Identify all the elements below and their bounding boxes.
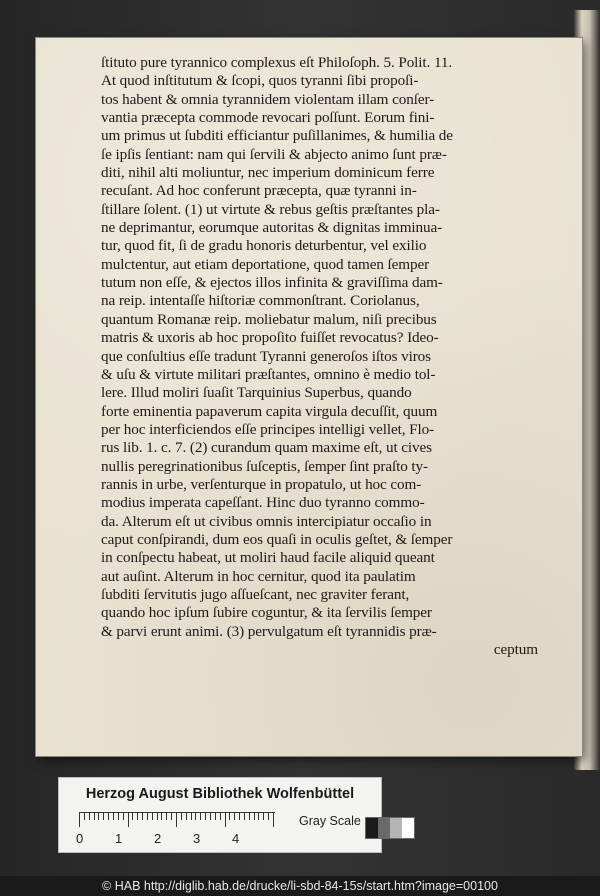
ruler-tick	[273, 813, 274, 827]
ruler-tick	[161, 813, 162, 820]
ruler-tick	[89, 813, 90, 820]
text-line: ſubditi ſervitutis jugo aſſueſcant, nec graviter ferant,	[101, 585, 410, 603]
source-url-link[interactable]: © HAB http://diglib.hab.de/drucke/li-sbd-84-15s/start.htm?image=00100	[102, 879, 498, 893]
ruler-tick	[244, 813, 245, 820]
ruler-tick	[128, 813, 129, 827]
ruler-tick	[195, 813, 196, 820]
ruler-tick	[229, 813, 230, 820]
ruler-tick	[258, 813, 259, 820]
footer-bar	[0, 876, 600, 896]
ruler-tick	[239, 813, 240, 820]
text-line: ne deprimantur, eorumque autoritas & dignitas imminua-	[101, 219, 443, 237]
text-line: vantia præcepta commode revocari poſſunt. Eorum fini-	[101, 109, 435, 127]
ruler-tick	[94, 813, 95, 820]
ruler-tick	[157, 813, 158, 820]
text-line: matris & uxoris ab hoc propoſito fuiſſet revocatus? Ideo-	[101, 329, 439, 347]
ruler-number: 1	[115, 831, 123, 846]
text-line: diti, nihil alti moliuntur, nec imperium dominicum ferre	[101, 164, 435, 182]
text-line: quantum Romanæ reip. moliebatur malum, niſi precibus	[101, 310, 437, 328]
ruler-tick	[254, 813, 255, 820]
ruler-tick	[176, 813, 177, 827]
ruler-tick	[191, 813, 192, 820]
ruler-tick	[249, 813, 250, 820]
text-line: tur, quod fit, ſi de gradu honoris deturbentur, vel exilio	[101, 237, 427, 255]
ruler-tick	[186, 813, 187, 820]
text-line: que conſultius eſſe tradunt Tyranni generoſos iſtos viros	[101, 347, 431, 365]
gray-swatch	[378, 818, 390, 838]
ruler-number: 2	[154, 831, 162, 846]
ruler-tick	[84, 813, 85, 820]
gray-swatch	[390, 818, 402, 838]
text-line: nullis peregrinationibus ſuſceptis, ſemper ſint praſto ty-	[101, 457, 428, 475]
ruler-tick	[118, 813, 119, 820]
catchword: ceptum	[493, 641, 538, 658]
text-line: mulctentur, aut etiam deportatione, quod tamen ſemper	[101, 255, 430, 273]
ruler-tick	[152, 813, 153, 820]
ruler-tick	[79, 813, 80, 827]
ruler-tick	[166, 813, 167, 820]
text-line: forte eminentia papaverum capita virgula decuſſit, quum	[101, 402, 438, 420]
ruler-tick	[225, 813, 226, 827]
text-line: caput conſpirandi, dum eos quaſi in oculis geſtet, & ſemper	[101, 530, 453, 548]
text-line: ſtituto pure tyrannico complexus eſt Philoſoph. 5. Polit. 11.	[101, 54, 453, 71]
ruler-number: 0	[76, 831, 84, 846]
ruler-tick	[171, 813, 172, 820]
gray-scale-label: Gray Scale	[299, 814, 361, 828]
text-line: in conſpectu habeat, ut moliri haud facile aliquid queant	[101, 549, 435, 567]
text-line: rus lib. 1. c. 7. (2) curandum quam maxime eſt, ut cives	[101, 439, 432, 457]
gray-scale-swatches	[365, 817, 415, 839]
ruler-tick	[142, 813, 143, 820]
ruler-tick	[123, 813, 124, 820]
text-line: recuſant. Ad hoc conferunt præcepta, quæ tyranni in-	[101, 182, 417, 200]
text-line: lere. Illud moliri ſuaſit Tarquinius Superbus, quando	[101, 384, 412, 402]
text-line: ſe ipſis ſentiant: nam qui ſervili & abjecto animo ſunt præ-	[101, 145, 447, 163]
ruler-number: 4	[232, 831, 240, 846]
text-line: modius imperata capeſſant. Hinc duo tyranno commo-	[101, 494, 425, 512]
text-line: & uſu & virtute militari præſtantes, omnino è medio tol-	[101, 365, 436, 383]
text-line: rannis in urbe, verſenturque in propatulo, ut hoc com-	[101, 475, 422, 493]
ruler-tick	[113, 813, 114, 820]
page-text	[101, 54, 538, 659]
text-line: tutum non eſſe, & ejectos illos infinita & graviſſima dam-	[101, 274, 443, 292]
text-line: tos habent & omnia tyrannidem violentam illam conſer-	[101, 90, 435, 108]
text-line: da. Alterum eſt ut civibus omnis intercipiatur occaſio in	[101, 512, 432, 530]
ruler-tick	[215, 813, 216, 820]
text-line: ſtillare ſolent. (1) ut virtute & rebus geſtis præſtantes pla-	[101, 200, 440, 218]
text-line: & parvi erunt animi. (3) pervulgatum eſt tyrannidis præ-	[101, 622, 437, 640]
text-line: quando hoc ipſum ſubire coguntur, & ita ſervilis ſemper	[101, 604, 432, 622]
ruler-tick	[147, 813, 148, 820]
ruler-tick	[220, 813, 221, 820]
text-line: aut auſint. Alterum in hoc cernitur, quod ita paulatim	[101, 567, 416, 585]
text-line: um primus ut ſubditi efficiantur puſillanimes, & humilia de	[101, 127, 453, 145]
text-line: na reip. intentaſſe hiſtoriæ commonſtrant. Coriolanus,	[101, 292, 420, 310]
ruler-tick	[200, 813, 201, 820]
ruler-tick	[108, 813, 109, 820]
ruler-tick	[137, 813, 138, 820]
color-calibration-card	[58, 777, 382, 853]
centimeter-ruler	[79, 812, 275, 827]
text-line: At quod inſtitutum & ſcopi, quos tyranni ſibi propoſi-	[101, 72, 419, 90]
ruler-tick	[234, 813, 235, 820]
gray-swatch	[366, 818, 378, 838]
ruler-number: 3	[193, 831, 201, 846]
ruler-tick	[263, 813, 264, 820]
ruler-tick	[268, 813, 269, 820]
ruler-tick	[181, 813, 182, 820]
ruler-tick	[132, 813, 133, 820]
text-line: per hoc interficiendos eſſe principes intelligi vellet, Flo-	[101, 420, 435, 438]
ruler-tick	[210, 813, 211, 820]
ruler-tick	[98, 813, 99, 820]
gray-swatch	[402, 818, 414, 838]
ruler-tick	[103, 813, 104, 820]
library-name: Herzog August Bibliothek Wolfenbüttel	[85, 786, 355, 802]
ruler-tick	[205, 813, 206, 820]
